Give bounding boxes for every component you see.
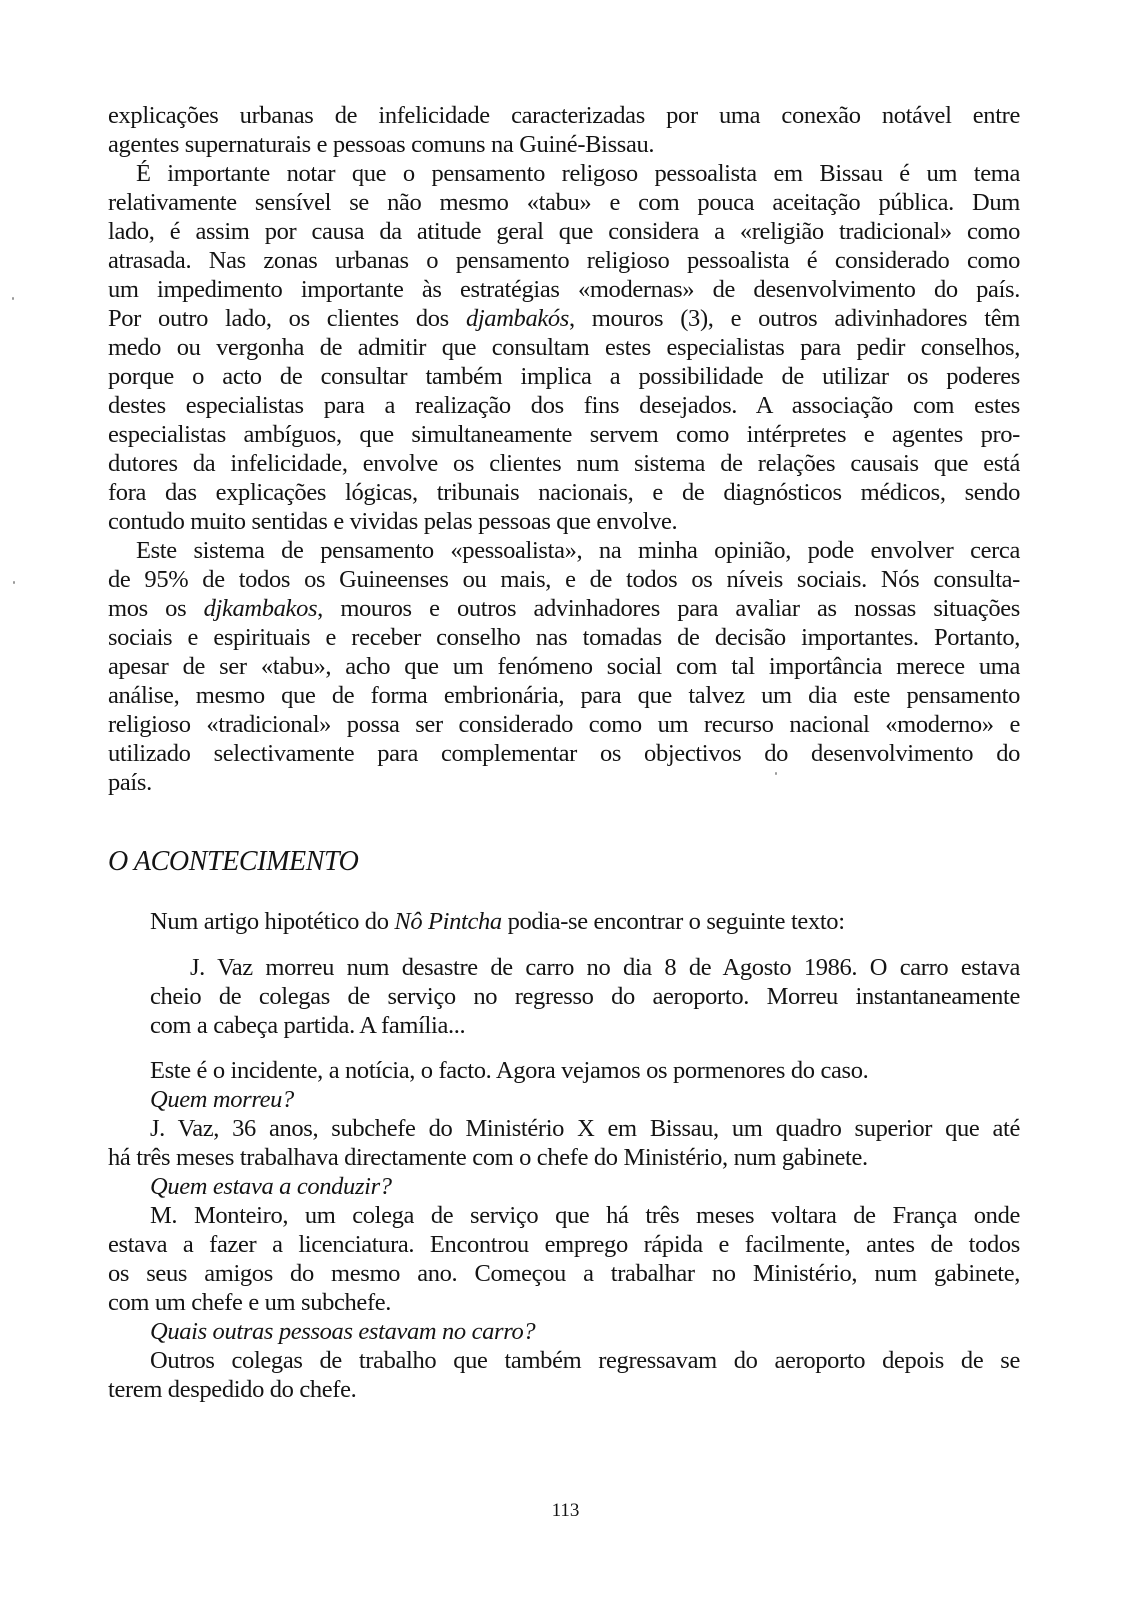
text-line: apesar de ser «tabu», acho que um fenómeno social com tal importância merece uma (108, 653, 1020, 680)
answer-line: estava a fazer a licenciatura. Encontrou emprego rápida e facilmente, antes de todos (108, 1231, 1020, 1258)
answer-line: com um chefe e um subchefe. (108, 1289, 392, 1316)
block-quote (150, 953, 1020, 1040)
text-line: religioso «tradicional» possa ser considerado como um recurso nacional «moderno» e (108, 711, 1020, 738)
quote-line: cheio de colegas de serviço no regresso do aeroporto. Morreu instantaneamente (150, 983, 1020, 1010)
scan-speck (12, 297, 14, 300)
section-heading: O ACONTECIMENTO (108, 846, 359, 877)
text-line: de 95% de todos os Guineenses ou mais, e de todos os níveis sociais. Nós consulta- (108, 566, 1020, 593)
text-line: análise, mesmo que de forma embrionária, para que talvez um dia este pensamento (108, 682, 1020, 709)
quote-line: com a cabeça partida. A família... (150, 1012, 466, 1039)
text-line: agentes supernaturais e pessoas comuns na Guiné-Bissau. (108, 131, 655, 158)
text-line (150, 907, 1020, 936)
text-run: Num artigo hipotético do (150, 908, 395, 935)
text-line (108, 594, 1020, 623)
answer-line: M. Monteiro, um colega de serviço que há três meses voltara de França onde (150, 1202, 1020, 1229)
text-run: mos os (108, 595, 204, 622)
answer-line: Outros colegas de trabalho que também regressavam do aeroporto depois de se (150, 1347, 1020, 1374)
details-intro (150, 1056, 1020, 1114)
question-who-died: Quem morreu? (150, 1086, 294, 1113)
scan-speck (13, 581, 15, 584)
text-line: fora das explicações lógicas, tribunais nacionais, e de diagnósticos médicos, sendo (108, 479, 1020, 506)
page-number: 113 (551, 1500, 580, 1521)
text-line: medo ou vergonha de admitir que consultam estes especialistas para pedir conselhos, (108, 334, 1020, 361)
text-line: utilizado selectivamente para complementar os objectivos do desenvolvimento do (108, 740, 1020, 767)
text-line: destes especialistas para a realização dos fins desejados. A associação com estes (108, 392, 1020, 419)
text-line: É importante notar que o pensamento religoso pessoalista em Bissau é um tema (136, 160, 1020, 187)
text-run: , mouros e outros advinhadores para avaliar as nossas situações (317, 595, 1020, 622)
question-other-passengers: Quais outras pessoas estavam no carro? (150, 1318, 536, 1345)
text-line: sociais e espirituais e receber conselho nas tomadas de decisão importantes. Portanto, (108, 624, 1020, 651)
text-line: lado, é assim por causa da atitude geral que considera a «religião tradicional» como (108, 218, 1020, 245)
text-line: dutores da infelicidade, envolve os clientes num sistema de relações causais que está (108, 450, 1020, 477)
text-line: atrasada. Nas zonas urbanas o pensamento religioso pessoalista é considerado como (108, 247, 1020, 274)
text-line (108, 304, 1020, 333)
text-line: um impedimento importante às estratégias «modernas» de desenvolvimento do país. (108, 276, 1020, 303)
details-body (108, 1114, 1020, 1404)
intro-paragraph (150, 907, 1020, 936)
text-run: podia-se encontrar o seguinte texto: (501, 908, 845, 935)
text-line: país. (108, 769, 152, 796)
text-line: Este sistema de pensamento «pessoalista», na minha opinião, pode envolver cerca (136, 537, 1020, 564)
answer-line: os seus amigos do mesmo ano. Começou a trabalhar no Ministério, num gabinete, (108, 1260, 1020, 1287)
answer-line: terem despedido do chefe. (108, 1376, 357, 1403)
question-who-drove: Quem estava a conduzir? (150, 1173, 392, 1200)
text-line: relativamente sensível se não mesmo «tabu» e com pouca aceitação pública. Dum (108, 189, 1020, 216)
text-line: porque o acto de consultar também implica a possibilidade de utilizar os poderes (108, 363, 1020, 390)
text-line: especialistas ambíguos, que simultaneamente servem como intérpretes e agentes pro- (108, 421, 1020, 448)
answer-line: J. Vaz, 36 anos, subchefe do Ministério X em Bissau, um quadro superior que até (150, 1115, 1020, 1142)
body-text-top (108, 101, 1020, 797)
quote-line: J. Vaz morreu num desastre de carro no dia 8 de Agosto 1986. O carro estava (190, 954, 1020, 981)
newspaper-title: Nô Pintcha (394, 908, 502, 935)
text-run: , mouros (3), e outros adivinhadores têm (568, 305, 1020, 332)
text-line: explicações urbanas de infelicidade caracterizadas por uma conexão notável entre (108, 102, 1020, 129)
text-line: Este é o incidente, a notícia, o facto. Agora vejamos os pormenores do caso. (150, 1057, 869, 1084)
text-line: contudo muito sentidas e vividas pelas pessoas que envolve. (108, 508, 678, 535)
answer-line: há três meses trabalhava directamente com o chefe do Ministério, num gabinete. (108, 1144, 868, 1171)
italic-term: djkambakos (203, 595, 318, 622)
text-run: Por outro lado, os clientes dos (108, 305, 466, 332)
italic-term: djambakós (465, 305, 569, 332)
